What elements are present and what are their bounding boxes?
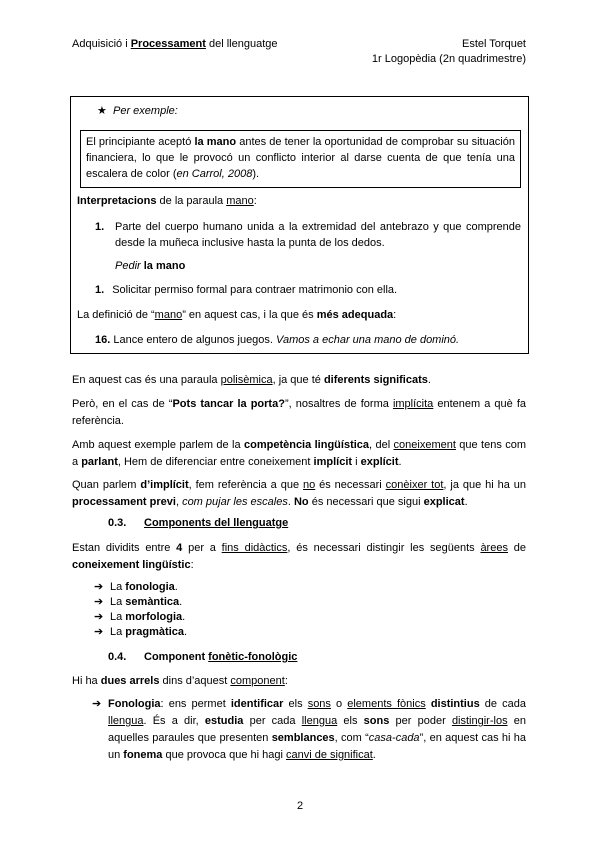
definition-item-16 <box>95 333 459 348</box>
fon-l2: elements fònics <box>347 698 426 710</box>
p5-link2: àrees <box>480 542 508 554</box>
p4-bold4: explicat <box>423 496 465 508</box>
list-item-bold: semàntica <box>125 596 180 608</box>
header-author: Estel Torquet <box>461 38 526 50</box>
p1-link: polisèmica <box>220 374 273 386</box>
fon-t6: . És a dir, <box>143 715 205 727</box>
page-number: 2 <box>296 800 304 812</box>
p4-mid1: , fem referència a que <box>188 479 303 491</box>
p3-bold2: parlant <box>81 456 118 468</box>
fon-b4: estudia <box>204 715 244 727</box>
pedir-italic: Pedir <box>115 260 141 272</box>
list-item-pre: La <box>110 596 126 608</box>
section4-title-link: fonètic-fonològic <box>208 651 298 663</box>
interp-end: : <box>253 195 257 207</box>
definition-sentence <box>77 308 396 323</box>
p5-link1: fins didàctics <box>221 542 288 554</box>
p1-bold: diferents significats <box>323 374 428 386</box>
quote-citation: en Carrol, 2008 <box>176 168 253 180</box>
p3-mid3: , Hem de diferenciar entre coneixement <box>117 456 314 468</box>
fon-t5: de cada <box>479 698 526 710</box>
item1-num: 1. <box>95 221 105 233</box>
interpretations-heading <box>77 194 257 209</box>
list-item-bold: pragmàtica <box>125 626 184 638</box>
header-left-bold: Processament <box>130 38 206 50</box>
fon-l1: sons <box>307 698 331 710</box>
list-item-end: . <box>179 596 183 608</box>
section3-number: 0.3. <box>108 517 127 529</box>
p3-mid4: i <box>352 456 361 468</box>
quote-box <box>80 130 521 188</box>
p4-pre: Quan parlem <box>72 479 141 491</box>
p6-pre: Hi ha <box>72 675 101 687</box>
paragraph-implicit <box>72 477 526 511</box>
p4-italic: com pujar les escales <box>182 496 288 508</box>
item2-text: Solicitar permiso formal para contraer matrimonio con ella. <box>112 284 398 296</box>
section4-number: 0.4. <box>108 651 127 663</box>
p3-bold4: explícit <box>360 456 399 468</box>
fon-t2: els <box>283 698 308 710</box>
def-pre: La definició de “ <box>77 309 155 321</box>
fonologia-text <box>108 696 526 764</box>
item3-text: Lance entero de algunos juegos. <box>110 334 277 346</box>
fon-italic: casa-cada <box>368 732 420 744</box>
paragraph-polysemic <box>72 372 526 389</box>
p4-mid6: és necessari que sigui <box>308 496 424 508</box>
list-item-end: . <box>182 611 186 623</box>
list-item-pragmatica <box>94 625 187 640</box>
arrow-icon: ➔ <box>94 611 104 623</box>
p3-bold1: competència lingüística <box>243 439 370 451</box>
p5-end: : <box>190 559 194 571</box>
example-label <box>97 104 178 119</box>
section-heading-components <box>108 516 288 531</box>
fon-t14: . <box>372 749 376 761</box>
p6-bold: dues arrels <box>100 675 160 687</box>
paragraph-two-roots <box>72 673 526 690</box>
quote-mid: antes de tener la oportunidad de comprobar su situación financiera, lo que le provocó un conflicto interior al darse cuenta de que tenía una escalera de color ( <box>86 136 515 180</box>
paragraph-door-example <box>72 396 526 430</box>
p1-pre: En aquest cas és una paraula <box>72 374 221 386</box>
quote-end: ). <box>252 168 260 180</box>
p4-mid5: . <box>287 496 294 508</box>
section3-title: Components del llenguatge <box>144 517 289 529</box>
p2-link: implícita <box>392 398 434 410</box>
section4-title-pre: Component <box>144 651 209 663</box>
fon-t8: els <box>337 715 364 727</box>
quote-pre: El principiante aceptó <box>86 136 195 148</box>
fon-t12: ”, en aquest cas hi ha un <box>108 732 526 761</box>
definition-item-1 <box>95 219 521 251</box>
fon-t7: per cada <box>243 715 302 727</box>
p4-mid3: , ja que hi ha un <box>443 479 526 491</box>
p1-end: . <box>427 374 431 386</box>
fonologia-bullet <box>92 696 526 764</box>
item3-example: Vamos a echar una mano de dominó. <box>276 334 460 346</box>
item3-num: 16. <box>95 334 111 346</box>
list-item-semantica <box>94 595 182 610</box>
interp-pre: de la paraula <box>156 195 227 207</box>
p4-bold3: No <box>293 496 309 508</box>
interp-bold: Interpretacions <box>77 195 157 207</box>
quote-bold: la mano <box>194 136 237 148</box>
fon-t9: per poder <box>389 715 452 727</box>
list-item-fonologia <box>94 580 178 595</box>
def-word: mano <box>154 309 183 321</box>
p4-mid2: és necessari <box>315 479 386 491</box>
item2-num: 1. <box>95 284 105 296</box>
header-course: 1r Logopèdia (2n quadrimestre) <box>371 53 526 65</box>
fon-t11: , com “ <box>334 732 369 744</box>
p2-pre: Però, en el cas de “ <box>72 398 173 410</box>
p4-link1: no <box>302 479 316 491</box>
p4-link2: conèixer tot <box>385 479 444 491</box>
p3-mid1: , del <box>369 439 394 451</box>
p4-mid4: , <box>175 496 183 508</box>
p3-link: coneixement <box>393 439 456 451</box>
p3-end: . <box>398 456 402 468</box>
p6-mid: dins d’aquest <box>159 675 231 687</box>
p3-bold3: implícit <box>313 456 353 468</box>
arrow-icon: ➔ <box>92 698 102 710</box>
arrow-icon: ➔ <box>94 626 104 638</box>
definition-item-2 <box>95 283 397 298</box>
list-item-pre: La <box>110 581 126 593</box>
fon-b5: sons <box>363 715 390 727</box>
list-item-end: . <box>184 626 188 638</box>
p5-mid3: de <box>507 542 526 554</box>
header-left <box>72 37 277 52</box>
p5-bold2: coneixement lingüístic <box>72 559 191 571</box>
interp-word: mano <box>226 195 254 207</box>
list-item-pre: La <box>110 611 126 623</box>
p6-link: component <box>230 675 285 687</box>
star-icon: ★ <box>97 105 107 117</box>
p3-mid2: que tens com a <box>72 439 527 468</box>
p4-bold2: processament previ <box>72 496 176 508</box>
p5-mid2: , és necessari distingir les següents <box>287 542 481 554</box>
list-item-bold: morfologia <box>125 611 183 623</box>
p6-end: : <box>284 675 288 687</box>
list-item-end: . <box>174 581 178 593</box>
list-item-bold: fonologia <box>125 581 175 593</box>
fon-b1: Fonologia <box>108 698 161 710</box>
example-box <box>70 96 529 354</box>
arrow-icon: ➔ <box>94 581 104 593</box>
list-item-morfologia <box>94 610 185 625</box>
example-label-text: Per exemple: <box>113 105 178 117</box>
p5-bold1: 4 <box>176 542 183 554</box>
p5-pre: Estan dividits entre <box>72 542 177 554</box>
fon-l5: distingir-los <box>451 715 508 727</box>
fon-b2: identificar <box>230 698 284 710</box>
paragraph-areas <box>72 540 526 574</box>
arrow-icon: ➔ <box>94 596 104 608</box>
fon-t13: que provoca que hi hagi <box>162 749 286 761</box>
p4-bold1: d’implícit <box>140 479 189 491</box>
p5-mid1: per a <box>182 542 222 554</box>
item1-text: Parte del cuerpo humano unida a la extremidad del antebrazo y que comprende desde la muñeca inclusive hasta la punta de los dedos. <box>115 221 521 249</box>
list-item-pre: La <box>110 626 126 638</box>
fon-l4: llengua <box>301 715 338 727</box>
p3-pre: Amb aquest exemple parlem de la <box>72 439 244 451</box>
fon-b3: distintius <box>430 698 480 710</box>
fon-t10: en aquelles paraules que presenten <box>108 715 526 744</box>
p2-mid: ”, nosaltres de forma <box>284 398 393 410</box>
p1-mid: , ja que té <box>272 374 324 386</box>
p2-end: entenem a què fa referència. <box>72 398 527 427</box>
header-left-post: del llenguatge <box>205 38 278 50</box>
pedir-la-mano <box>115 259 185 274</box>
pedir-bold: la mano <box>140 260 186 272</box>
def-bold: més adequada <box>316 309 394 321</box>
p2-bold: Pots tancar la porta? <box>172 398 285 410</box>
section-heading-phonetic <box>108 650 297 665</box>
p4-end: . <box>464 496 468 508</box>
fon-b6: semblances <box>271 732 335 744</box>
fon-l3: llengua <box>108 715 144 727</box>
header-left-pre: Adquisició i <box>72 38 131 50</box>
fon-b7: fonema <box>123 749 163 761</box>
fon-t3: o <box>330 698 348 710</box>
fon-t1: : ens permet <box>160 698 231 710</box>
paragraph-competence <box>72 437 526 471</box>
def-end: : <box>393 309 397 321</box>
fon-l6: canvi de significat <box>285 749 373 761</box>
def-mid: ” en aquest cas, i la que és <box>182 309 317 321</box>
